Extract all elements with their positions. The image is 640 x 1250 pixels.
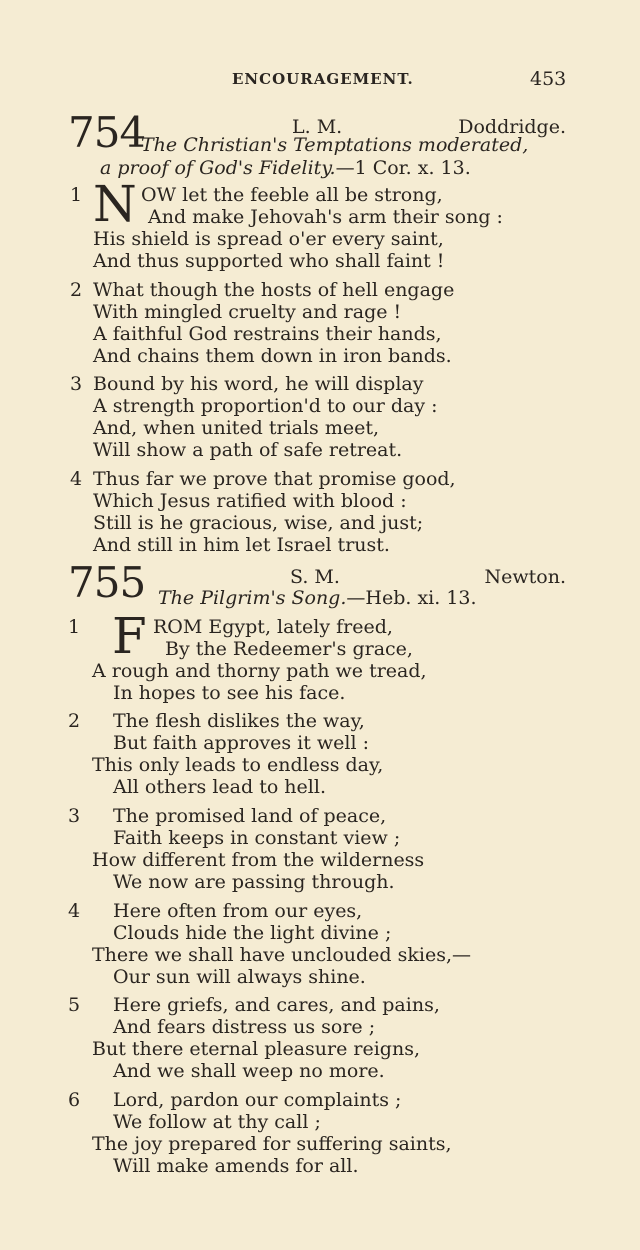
stanza-number: 4 bbox=[70, 468, 83, 490]
verse-line: A faithful God restrains their hands, bbox=[93, 323, 442, 345]
verse-line: And fears distress us sore ; bbox=[113, 1016, 376, 1038]
stanza-number: 3 bbox=[70, 373, 83, 395]
hymn-number: 754 bbox=[68, 108, 146, 157]
hymn-author: Doddridge. bbox=[458, 116, 566, 138]
verse-line: Clouds hide the light divine ; bbox=[113, 922, 392, 944]
hymn-title bbox=[141, 134, 528, 156]
verse-line: Will show a path of safe retreat. bbox=[93, 439, 403, 461]
running-head: ENCOURAGEMENT. bbox=[232, 70, 414, 88]
verse-line: How different from the wilderness bbox=[92, 849, 425, 871]
hymn-title-line-1: The Christian's Temptations moderated, bbox=[141, 134, 529, 156]
stanza-number: 5 bbox=[68, 994, 81, 1016]
hymn-title-line-1: The Pilgrim's Song. bbox=[158, 587, 347, 609]
verse-line: And thus supported who shall faint ! bbox=[93, 250, 445, 272]
drop-cap: N bbox=[93, 175, 137, 233]
stanza-number: 3 bbox=[68, 805, 81, 827]
verse-line: The promised land of peace, bbox=[113, 805, 387, 827]
hymn-title bbox=[158, 587, 477, 609]
verse-line: A rough and thorny path we tread, bbox=[92, 660, 427, 682]
scripture-reference: —Heb. xi. 13. bbox=[346, 587, 477, 609]
verse-line: By the Redeemer's grace, bbox=[165, 638, 413, 660]
verse-line: Bound by his word, he will display bbox=[93, 373, 424, 395]
hymn-author: Newton. bbox=[484, 566, 566, 588]
verse-line: Here often from our eyes, bbox=[113, 900, 363, 922]
verse-line: All others lead to hell. bbox=[113, 776, 326, 798]
hymn-meter: S. M. bbox=[290, 566, 340, 588]
verse-line: We now are passing through. bbox=[113, 871, 395, 893]
verse-line: In hopes to see his face. bbox=[113, 682, 346, 704]
verse-line: Thus far we prove that promise good, bbox=[93, 468, 456, 490]
stanza-number: 6 bbox=[68, 1089, 81, 1111]
verse-line: The flesh dislikes the way, bbox=[113, 710, 365, 732]
verse-line: Which Jesus ratified with blood : bbox=[93, 490, 407, 512]
verse-line: Here griefs, and cares, and pains, bbox=[113, 994, 440, 1016]
page-header bbox=[0, 70, 640, 94]
verse-line: This only leads to endless day, bbox=[92, 754, 384, 776]
verse-line: His shield is spread o'er every saint, bbox=[93, 228, 444, 250]
hymn-meter: L. M. bbox=[292, 116, 343, 138]
verse-line: A strength proportion'd to our day : bbox=[93, 395, 438, 417]
verse-line: We follow at thy call ; bbox=[113, 1111, 321, 1133]
verse-line: Still is he gracious, wise, and just; bbox=[93, 512, 424, 534]
verse-line: And still in him let Israel trust. bbox=[93, 534, 390, 556]
drop-cap: F bbox=[112, 607, 147, 665]
verse-line: Lord, pardon our complaints ; bbox=[113, 1089, 402, 1111]
verse-line: And make Jehovah's arm their song : bbox=[148, 206, 503, 228]
verse-line: ROM Egypt, lately freed, bbox=[153, 616, 393, 638]
verse-line: There we shall have unclouded skies,— bbox=[92, 944, 472, 966]
verse-line: And, when united trials meet, bbox=[93, 417, 380, 439]
stanza-number: 1 bbox=[68, 616, 81, 638]
hymn-number: 755 bbox=[68, 558, 146, 607]
verse-line: With mingled cruelty and rage ! bbox=[93, 301, 402, 323]
verse-line: But faith approves it well : bbox=[113, 732, 370, 754]
page-number: 453 bbox=[530, 68, 567, 90]
stanza-number: 4 bbox=[68, 900, 81, 922]
verse-line: What though the hosts of hell engage bbox=[93, 279, 455, 301]
scripture-reference: —1 Cor. x. 13. bbox=[335, 157, 471, 179]
verse-line: Faith keeps in constant view ; bbox=[113, 827, 401, 849]
verse-line: The joy prepared for suffering saints, bbox=[92, 1133, 452, 1155]
verse-line: But there eternal pleasure reigns, bbox=[92, 1038, 421, 1060]
verse-line: OW let the feeble all be strong, bbox=[141, 184, 443, 206]
stanza-number: 2 bbox=[70, 279, 83, 301]
verse-line: Will make amends for all. bbox=[113, 1155, 359, 1177]
verse-line: And we shall weep no more. bbox=[113, 1060, 385, 1082]
stanza-number: 1 bbox=[70, 184, 83, 206]
hymn-title-line-2: a proof of God's Fidelity. bbox=[100, 157, 336, 179]
verse-line: Our sun will always shine. bbox=[113, 966, 366, 988]
hymn-title-continued bbox=[100, 157, 471, 179]
stanza-number: 2 bbox=[68, 710, 81, 732]
verse-line: And chains them down in iron bands. bbox=[93, 345, 452, 367]
